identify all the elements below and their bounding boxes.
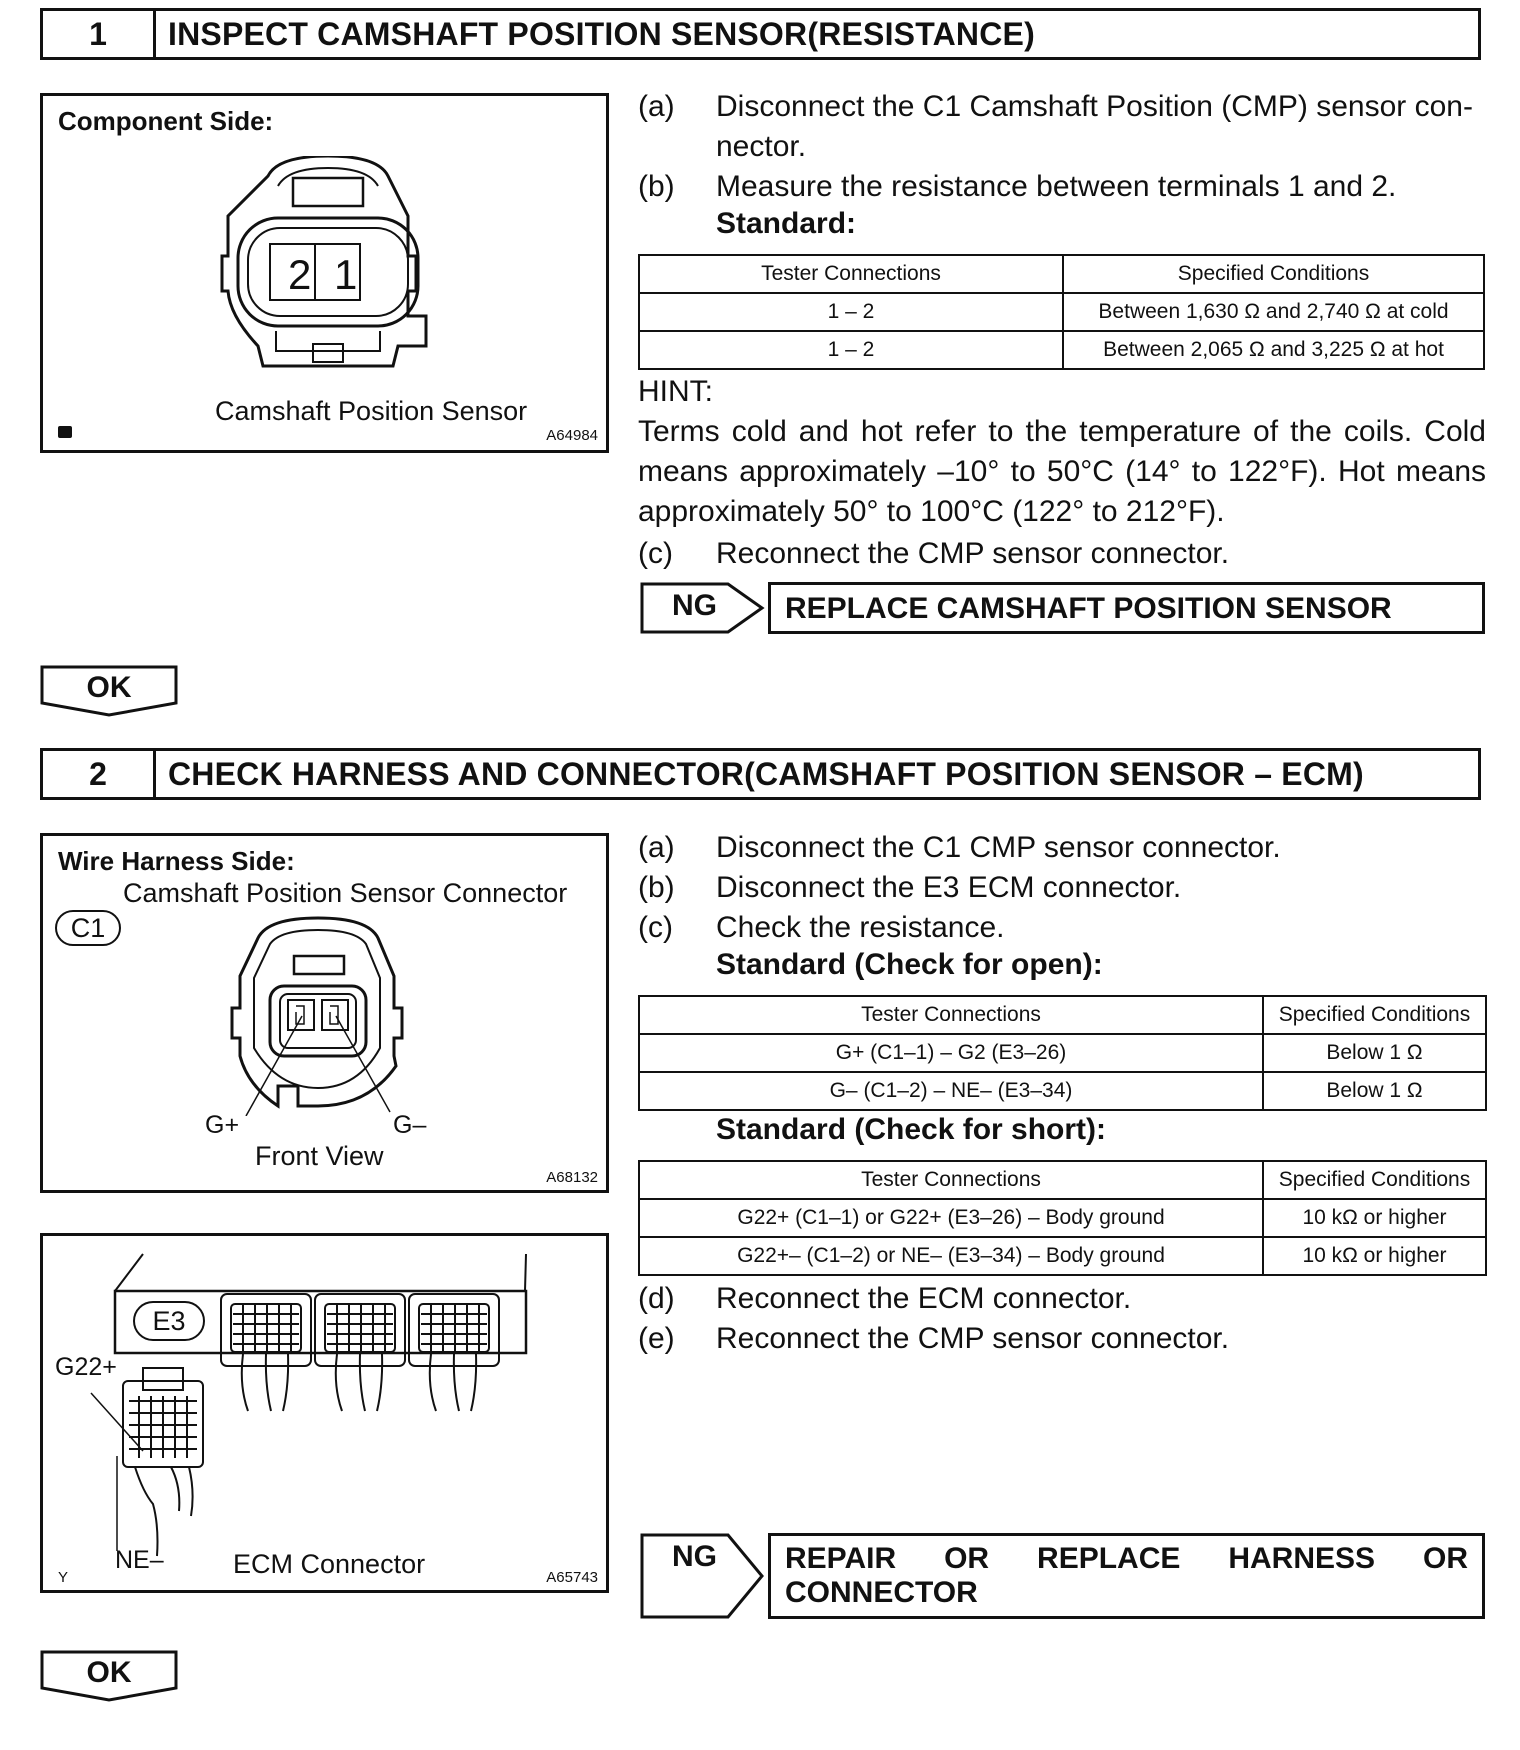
- ecm-connector-id: E3: [152, 1305, 186, 1336]
- instruction-c: [638, 534, 1488, 574]
- instruction-a: [638, 87, 1488, 167]
- terminal-1-label: 1: [334, 251, 358, 298]
- table-cell: G22+– (C1–2) or NE– (E3–34) – Body ground: [639, 1237, 1263, 1275]
- terminal-2-label: 2: [288, 251, 312, 298]
- instruction-c: [638, 908, 1488, 948]
- instruction-label: (e): [638, 1322, 675, 1355]
- ecm-connector-figure: [40, 1233, 609, 1593]
- table-cell: 1 – 2: [639, 331, 1063, 369]
- table-row: [639, 293, 1484, 331]
- instruction-label: (b): [638, 871, 675, 904]
- wire-harness-side-figure: [40, 833, 609, 1193]
- instruction-text: Disconnect the E3 ECM connector.: [716, 871, 1182, 904]
- standard-label: Standard:: [716, 207, 857, 240]
- table-row: [639, 1237, 1486, 1275]
- table-cell: Between 2,065 Ω and 3,225 Ω at hot: [1063, 331, 1484, 369]
- instruction-b: [638, 868, 1488, 908]
- table-header-row: [639, 1161, 1486, 1199]
- instruction-text: Measure the resistance between terminals 1 and 2.: [716, 170, 1397, 203]
- instruction-label: (c): [638, 911, 673, 944]
- figure-code: A68132: [546, 1169, 598, 1186]
- ng-result-box: [768, 582, 1485, 634]
- ng-result-word: HARNESS: [1228, 1542, 1376, 1575]
- table-cell: Below 1 Ω: [1263, 1034, 1486, 1072]
- table-cell: 10 kΩ or higher: [1263, 1199, 1486, 1237]
- ng-label: NG: [672, 1540, 717, 1573]
- instruction-label: (b): [638, 170, 675, 203]
- instruction-text: Disconnect the C1 Camshaft Position (CMP) sensor con-: [716, 90, 1473, 123]
- table-cell: G– (C1–2) – NE– (E3–34): [639, 1072, 1263, 1110]
- ok-label: OK: [86, 1656, 132, 1689]
- table-cell: Below 1 Ω: [1263, 1072, 1486, 1110]
- table-row: [639, 1034, 1486, 1072]
- table-row: [639, 1199, 1486, 1237]
- instruction-text: Disconnect the C1 CMP sensor connector.: [716, 831, 1281, 864]
- table-header: Specified Conditions: [1263, 996, 1486, 1034]
- instruction-label: (a): [638, 90, 675, 123]
- front-view-label: Front View: [255, 1141, 384, 1171]
- ng-result-word: REPAIR: [785, 1542, 897, 1575]
- ng-tag: [640, 582, 765, 634]
- table-header: Specified Conditions: [1263, 1161, 1486, 1199]
- figure-corner-mark: Y: [58, 1569, 69, 1586]
- step-2-header: [40, 748, 1481, 800]
- ok-tag: [40, 1650, 178, 1702]
- ng-result-line-2: CONNECTOR: [785, 1576, 978, 1609]
- table-header: Tester Connections: [639, 996, 1263, 1034]
- table-header-row: [639, 996, 1486, 1034]
- table-header: Tester Connections: [639, 255, 1063, 293]
- figure-code: A65743: [546, 1569, 598, 1586]
- ng-result-word: OR: [944, 1542, 990, 1575]
- component-side-figure: [40, 93, 609, 453]
- table-cell: 1 – 2: [639, 293, 1063, 331]
- step-1-title: INSPECT CAMSHAFT POSITION SENSOR(RESISTANCE): [168, 15, 1035, 52]
- ng-result-word: OR: [1423, 1542, 1468, 1575]
- ecm-connector-caption: ECM Connector: [233, 1549, 426, 1579]
- step-1-header: [40, 8, 1481, 60]
- instruction-text-continued: nector.: [716, 130, 807, 163]
- instruction-text: Check the resistance.: [716, 911, 1005, 944]
- instruction-text: Reconnect the CMP sensor connector.: [716, 537, 1230, 570]
- step-1-number: 1: [43, 11, 156, 57]
- figure-caption: Camshaft Position Sensor: [215, 396, 528, 426]
- connector-id: C1: [70, 912, 106, 943]
- instruction-label: (a): [638, 831, 675, 864]
- ng-tag: [640, 1533, 765, 1619]
- connector-id-badge: [55, 910, 121, 946]
- instruction-label: (c): [638, 537, 673, 570]
- pin-ne-minus-label: NE–: [115, 1546, 164, 1574]
- instruction-d: [638, 1279, 1488, 1319]
- cmp-harness-connector-drawing: [218, 916, 418, 1116]
- table-row: [639, 331, 1484, 369]
- ng-label: NG: [672, 589, 717, 622]
- figure-label: Component Side:: [58, 106, 274, 136]
- instruction-text: Reconnect the CMP sensor connector.: [716, 1322, 1230, 1355]
- figure-label: Wire Harness Side:: [58, 846, 295, 876]
- hint-label: HINT:: [638, 375, 713, 408]
- hint-text: Terms cold and hot refer to the temperature of the coils. Cold means approximately –10° to 50°C (14° to 122°F). Hot means approximately 50° to 100°C (122° to 212°F).: [638, 415, 1486, 528]
- table-cell: G+ (C1–1) – G2 (E3–26): [639, 1034, 1263, 1072]
- ecm-connector-drawing: [43, 1236, 606, 1590]
- instruction-text: Reconnect the ECM connector.: [716, 1282, 1132, 1315]
- resistance-spec-table: [638, 254, 1485, 370]
- open-check-spec-table: [638, 995, 1487, 1111]
- connector-name: Camshaft Position Sensor Connector: [123, 878, 568, 908]
- instruction-e: [638, 1319, 1488, 1359]
- ng-result-word: REPLACE: [1037, 1542, 1181, 1575]
- ok-label: OK: [86, 671, 132, 704]
- pin-g22-plus-label: G22+: [55, 1353, 117, 1381]
- pin-g-minus-label: G–: [393, 1111, 427, 1139]
- short-check-spec-table: [638, 1160, 1487, 1276]
- instruction-b: [638, 167, 1488, 207]
- instruction-label: (d): [638, 1282, 675, 1315]
- table-cell: G22+ (C1–1) or G22+ (E3–26) – Body ground: [639, 1199, 1263, 1237]
- pin-g-plus-label: G+: [205, 1111, 240, 1139]
- ng-result-text: REPLACE CAMSHAFT POSITION SENSOR: [785, 592, 1392, 625]
- figure-code: A64984: [546, 427, 598, 444]
- standard-short-label: Standard (Check for short):: [716, 1113, 1107, 1146]
- ecm-connector-id-badge: [133, 1301, 205, 1341]
- table-header-row: [639, 255, 1484, 293]
- table-header: Tester Connections: [639, 1161, 1263, 1199]
- step-2-number: 2: [43, 751, 156, 797]
- table-header: Specified Conditions: [1063, 255, 1484, 293]
- step-2-title: CHECK HARNESS AND CONNECTOR(CAMSHAFT POSITION SENSOR – ECM): [168, 755, 1364, 792]
- ng-result-box: [768, 1533, 1485, 1619]
- table-cell: Between 1,630 Ω and 2,740 Ω at cold: [1063, 293, 1484, 331]
- standard-open-label: Standard (Check for open):: [716, 948, 1103, 981]
- ng-result-line-1: [785, 1542, 1468, 1576]
- publisher-icon: [58, 426, 72, 438]
- ok-tag: [40, 665, 178, 717]
- instruction-a: [638, 828, 1488, 868]
- table-cell: 10 kΩ or higher: [1263, 1237, 1486, 1275]
- table-row: [639, 1072, 1486, 1110]
- cmp-sensor-connector-drawing: [208, 156, 448, 396]
